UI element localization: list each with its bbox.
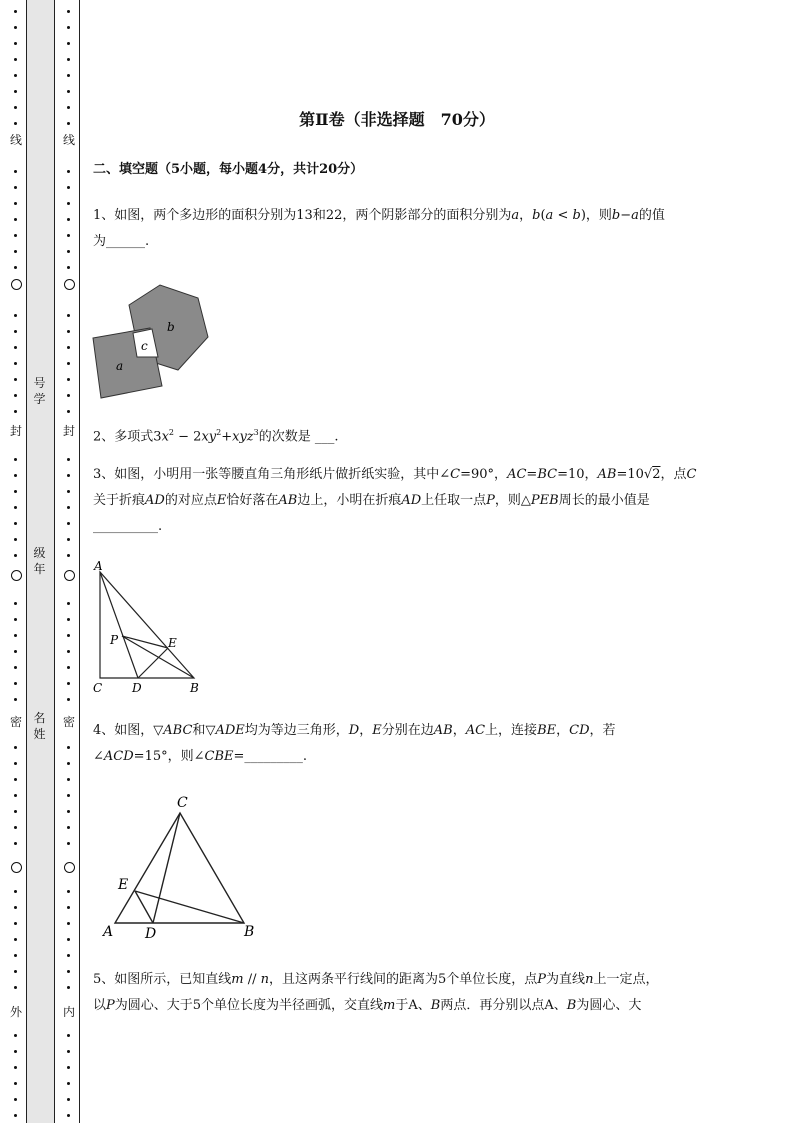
- segment-PE: [122, 636, 168, 648]
- q1-figure: [88, 280, 218, 402]
- binding-dot: [67, 1114, 70, 1117]
- q4-figure: [98, 790, 268, 945]
- binding-dot: [67, 522, 70, 525]
- name-label: 名 姓: [33, 711, 46, 741]
- binding-dot: [14, 970, 17, 973]
- label-C: C: [93, 681, 103, 695]
- binding-dot: [67, 74, 70, 77]
- q3-figure: [88, 556, 213, 701]
- binding-dot: [14, 922, 17, 925]
- label-B: B: [190, 681, 199, 695]
- binding-dot: [14, 746, 17, 749]
- binding-dot: [14, 1114, 17, 1117]
- binding-dot: [67, 394, 70, 397]
- binding-dot: [67, 922, 70, 925]
- seal-char-right-4: 内: [62, 1005, 75, 1019]
- seal-char-left-4: 外: [9, 1005, 22, 1019]
- binding-dot: [14, 1082, 17, 1085]
- binding-dot: [14, 410, 17, 413]
- binding-dot: [14, 778, 17, 781]
- binding-dot: [67, 602, 70, 605]
- binding-dot: [67, 490, 70, 493]
- binding-dot: [14, 954, 17, 957]
- triangle-ABC: [115, 813, 244, 923]
- binding-dot: [67, 202, 70, 205]
- binding-dot: [67, 58, 70, 61]
- math-var: a: [511, 208, 520, 223]
- binding-dot: [14, 250, 17, 253]
- binding-dot: [67, 746, 70, 749]
- seal-char-right-3: 密: [62, 715, 75, 729]
- binding-dot: [14, 58, 17, 61]
- label-a: a: [116, 359, 124, 373]
- binding-dot: [67, 234, 70, 237]
- question-2: 2、多项式$3x^2 - 2xy^2+xyz^3$的次数是 ___.: [93, 428, 339, 445]
- binding-dot: [67, 906, 70, 909]
- binding-dot: [67, 826, 70, 829]
- question-1: 1、如图，两个多边形的面积分别为13和22，两个阴影部分的面积分别为a，b(a < b)，则b−a的值 为______.: [93, 208, 665, 249]
- binding-dot: [67, 1098, 70, 1101]
- binding-dot: [67, 506, 70, 509]
- seal-char-right-2: 封: [62, 424, 75, 438]
- binding-dot: [67, 314, 70, 317]
- binding-dot: [14, 90, 17, 93]
- binding-dot: [67, 1066, 70, 1069]
- binding-dot: [14, 1034, 17, 1037]
- binding-dot: [67, 938, 70, 941]
- binding-dot: [67, 410, 70, 413]
- binding-dot: [14, 346, 17, 349]
- binding-dot: [14, 938, 17, 941]
- binding-dot: [14, 234, 17, 237]
- segment-PB: [122, 636, 194, 678]
- binding-dot: [14, 1066, 17, 1069]
- binding-dot: [14, 762, 17, 765]
- binding-dot: [14, 170, 17, 173]
- binding-dot: [67, 762, 70, 765]
- binding-dot: [67, 842, 70, 845]
- binding-dot: [14, 458, 17, 461]
- binding-dot: [14, 202, 17, 205]
- binding-dot: [67, 634, 70, 637]
- binding-dot: [67, 650, 70, 653]
- segment-CD: [153, 813, 180, 923]
- seal-circle-right-3: [64, 862, 75, 873]
- binding-dot: [67, 170, 70, 173]
- binding-dot: [14, 986, 17, 989]
- binding-dot: [14, 474, 17, 477]
- binding-dot: [67, 1050, 70, 1053]
- binding-dot: [67, 346, 70, 349]
- binding-dot: [14, 266, 17, 269]
- binding-dot: [14, 362, 17, 365]
- binding-dot: [14, 906, 17, 909]
- question-4: 4、如图，▽ABC和▽ADE均为等边三角形，D，E分别在边AB，AC上，连接BE，CD，若 ∠ACD=15°，则∠CBE=_________.: [93, 723, 616, 764]
- binding-dot: [14, 890, 17, 893]
- binding-dot: [67, 810, 70, 813]
- binding-dot: [67, 890, 70, 893]
- binding-dot: [67, 10, 70, 13]
- binding-dot: [14, 42, 17, 45]
- label-c: c: [141, 339, 148, 353]
- binding-dot: [67, 474, 70, 477]
- binding-dot: [67, 794, 70, 797]
- binding-dot: [14, 1050, 17, 1053]
- binding-dot: [14, 682, 17, 685]
- label-A: A: [94, 559, 103, 573]
- seal-char-left-1: 线: [9, 133, 22, 147]
- label-C: C: [177, 795, 188, 811]
- grade-label: 级 年: [33, 546, 46, 576]
- binding-dot: [14, 74, 17, 77]
- label-D: D: [145, 926, 157, 942]
- binding-dot: [14, 10, 17, 13]
- binding-dot: [14, 394, 17, 397]
- binding-dot: [67, 778, 70, 781]
- binding-dot: [14, 26, 17, 29]
- binding-dot: [14, 506, 17, 509]
- seal-char-left-2: 封: [9, 424, 22, 438]
- binding-dot: [14, 186, 17, 189]
- binding-dot: [14, 314, 17, 317]
- binding-dot: [67, 666, 70, 669]
- label-E: E: [168, 636, 177, 650]
- binding-dot: [14, 698, 17, 701]
- binding-dot: [14, 842, 17, 845]
- binding-dot: [14, 810, 17, 813]
- binding-dot: [14, 618, 17, 621]
- seal-circle-left-3: [11, 862, 22, 873]
- binding-dot: [67, 90, 70, 93]
- label-P: P: [110, 633, 119, 647]
- label-A: A: [103, 924, 114, 940]
- segment-AD: [100, 572, 138, 678]
- binding-dot: [67, 186, 70, 189]
- binding-dot: [67, 986, 70, 989]
- binding-dot: [67, 250, 70, 253]
- binding-dot: [14, 666, 17, 669]
- binding-dot: [67, 1034, 70, 1037]
- binding-dot: [67, 554, 70, 557]
- label-B: B: [244, 924, 255, 940]
- label-b: b: [167, 320, 175, 334]
- segment-DE: [138, 648, 168, 678]
- binding-dot: [67, 970, 70, 973]
- binding-dot: [67, 42, 70, 45]
- binding-dot: [67, 362, 70, 365]
- triangle-ABC: [100, 572, 194, 678]
- binding-dot: [14, 602, 17, 605]
- binding-dot: [14, 538, 17, 541]
- binding-dot: [67, 682, 70, 685]
- seal-circle-left-1: [11, 279, 22, 290]
- binding-dot: [67, 218, 70, 221]
- binding-dot: [14, 554, 17, 557]
- binding-dot: [14, 650, 17, 653]
- binding-dot: [67, 618, 70, 621]
- seal-circle-right-1: [64, 279, 75, 290]
- math-var: b: [532, 208, 541, 223]
- sqrt-2: √2: [643, 467, 661, 482]
- binding-dot: [67, 538, 70, 541]
- binding-dot: [14, 826, 17, 829]
- question-3: 3、如图，小明用一张等腰直角三角形纸片做折纸实验，其中∠C=90°，AC=BC=10，AB=10√2，点C 关于折痕AD的对应点E恰好落在AB边上，小明在折痕AD上任取一点P，则△PEB周长的最小值是 __________.: [93, 467, 697, 534]
- binding-dot: [67, 698, 70, 701]
- binding-dot: [14, 1098, 17, 1101]
- binding-dot: [14, 378, 17, 381]
- seal-circle-left-2: [11, 570, 22, 581]
- section-heading: 二、填空题（5小题，每小题4分，共计20分）: [93, 162, 364, 177]
- binding-dot: [14, 634, 17, 637]
- binding-dot: [67, 330, 70, 333]
- binding-dot: [67, 266, 70, 269]
- binding-dot: [67, 458, 70, 461]
- seal-char-left-3: 密: [9, 715, 22, 729]
- question-5: 5、如图所示，已知直线m // n，且这两条平行线间的距离为5个单位长度，点P为直线n上一定点， 以P为圆心、大于5个单位长度为半径画弧，交直线m于A、B两点．再分别以点A、B为圆心、大: [93, 972, 659, 1013]
- binding-dot: [14, 794, 17, 797]
- binding-dot: [67, 26, 70, 29]
- binding-dot: [67, 954, 70, 957]
- binding-dot: [67, 1082, 70, 1085]
- binding-dot: [14, 522, 17, 525]
- binding-right-border: [79, 0, 80, 1123]
- seal-char-right-1: 线: [62, 133, 75, 147]
- binding-dot: [14, 330, 17, 333]
- binding-dot: [14, 490, 17, 493]
- seal-circle-right-2: [64, 570, 75, 581]
- label-E: E: [118, 877, 129, 893]
- student-number-label: 号 学: [33, 376, 46, 406]
- binding-dot: [14, 218, 17, 221]
- label-D: D: [132, 681, 142, 695]
- paper-title: 第Ⅱ卷（非选择题 70分）: [299, 110, 495, 129]
- binding-dot: [67, 378, 70, 381]
